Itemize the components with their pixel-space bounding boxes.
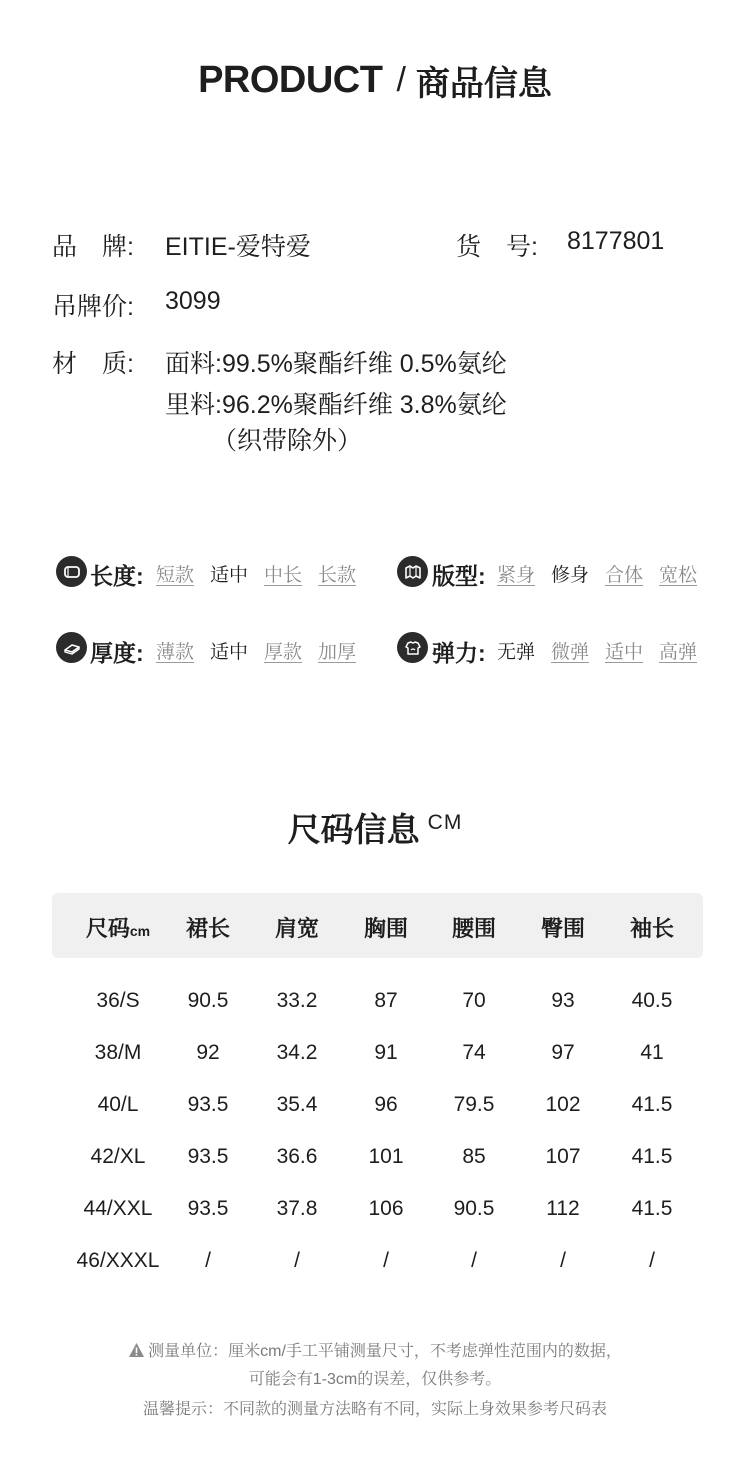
price-value: 3099	[165, 287, 221, 315]
cell-skirt-length: /	[205, 1249, 211, 1272]
measurement-note	[0, 1338, 750, 1363]
cell-size: 44/XXL	[83, 1197, 153, 1220]
header-shoulder: 肩宽	[274, 916, 319, 941]
cell-hip: 102	[545, 1093, 581, 1116]
cell-size: 42/XL	[90, 1145, 146, 1168]
elasticity-label: 弹力:	[432, 640, 486, 666]
size-title-text: 尺码信息	[287, 811, 420, 848]
size-section-title	[0, 804, 750, 851]
cell-bust: 91	[374, 1041, 398, 1064]
cell-waist: 70	[462, 989, 486, 1012]
cell-waist: 85	[462, 1145, 486, 1168]
cell-sleeve: 41.5	[631, 1093, 673, 1116]
title-separator: /	[396, 61, 406, 99]
cell-hip: 93	[551, 989, 575, 1012]
header-sleeve: 袖长	[629, 916, 674, 941]
cell-skirt-length: 92	[196, 1041, 220, 1064]
cell-skirt-length: 90.5	[187, 989, 229, 1012]
material-lining: 里料:96.2%聚酯纤维 3.8%氨纶	[165, 391, 507, 419]
thickness-label: 厚度:	[90, 640, 144, 666]
price-label: 吊牌价:	[52, 293, 134, 321]
fit-option-regular: 合体	[605, 565, 644, 586]
cell-size: 38/M	[94, 1041, 142, 1064]
length-option-medium: 适中	[210, 565, 249, 586]
thickness-option-thick: 厚款	[264, 642, 303, 663]
sku-value: 8177801	[567, 227, 665, 255]
cell-sleeve: /	[649, 1249, 655, 1272]
cell-sleeve: 40.5	[631, 989, 673, 1012]
cell-sleeve: 41.5	[631, 1145, 673, 1168]
sku-label: 货 号:	[456, 233, 538, 261]
cell-bust: 101	[368, 1145, 404, 1168]
cell-shoulder: 37.8	[276, 1197, 318, 1220]
fit-icon	[397, 556, 428, 587]
fit-label: 版型:	[432, 563, 486, 589]
cell-size: 40/L	[97, 1093, 139, 1116]
elasticity-icon	[397, 632, 428, 663]
cell-hip: 107	[545, 1145, 581, 1168]
material-outer: 面料:99.5%聚酯纤维 0.5%氨纶	[165, 350, 507, 378]
page-title	[0, 56, 750, 105]
thickness-options	[156, 637, 356, 664]
size-title-unit: CM	[427, 811, 463, 834]
elasticity-options	[497, 637, 697, 664]
cell-shoulder: 36.6	[276, 1145, 318, 1168]
tip-note: 温馨提示：不同款的测量方法略有不同，实际上身效果参考尺码表	[142, 1401, 607, 1418]
title-chinese: 商品信息	[415, 65, 552, 103]
fit-options	[497, 560, 697, 587]
length-option-long: 长款	[318, 565, 357, 586]
thickness-icon	[56, 632, 87, 663]
length-option-midlong: 中长	[264, 565, 303, 586]
header-size-label: 尺码	[85, 916, 130, 941]
cell-bust: 106	[368, 1197, 404, 1220]
cell-shoulder: 34.2	[276, 1041, 318, 1064]
cell-waist: 90.5	[453, 1197, 495, 1220]
cell-skirt-length: 93.5	[187, 1145, 229, 1168]
cell-hip: 112	[546, 1197, 580, 1220]
cell-waist: /	[471, 1249, 477, 1272]
cell-hip: 97	[551, 1041, 575, 1064]
measurement-note-line2: 可能会有1-3cm的误差，仅供参考。	[248, 1371, 502, 1388]
cell-bust: 87	[374, 989, 398, 1012]
fit-option-slim: 修身	[551, 565, 590, 586]
cell-size: 36/S	[96, 989, 140, 1012]
title-english: PRODUCT	[198, 59, 383, 101]
header-skirt-length: 裙长	[185, 916, 230, 941]
cell-waist: 74	[462, 1041, 486, 1064]
cell-bust: 96	[374, 1093, 398, 1116]
thickness-option-thin: 薄款	[156, 642, 195, 663]
header-bust: 胸围	[363, 916, 408, 941]
warning-icon	[128, 1342, 145, 1363]
elasticity-option-high: 高弹	[659, 642, 698, 663]
brand-label: 品 牌:	[52, 233, 134, 261]
header-waist: 腰围	[451, 916, 496, 941]
cell-shoulder: /	[294, 1249, 300, 1272]
length-label: 长度:	[90, 563, 144, 589]
elasticity-option-none: 无弹	[497, 642, 536, 663]
header-size	[68, 912, 168, 943]
length-option-short: 短款	[156, 565, 195, 586]
length-options	[156, 560, 356, 587]
cell-sleeve: 41	[640, 1041, 664, 1064]
cell-hip: /	[560, 1249, 566, 1272]
fit-option-tight: 紧身	[497, 565, 536, 586]
thickness-option-extra-thick: 加厚	[318, 642, 357, 663]
material-note: （织带除外）	[212, 427, 363, 455]
cell-size: 46/XXXL	[76, 1249, 160, 1272]
length-icon	[56, 556, 87, 587]
thickness-option-medium: 适中	[210, 642, 249, 663]
cell-bust: /	[383, 1249, 389, 1272]
header-hip: 臀围	[540, 916, 585, 941]
cell-skirt-length: 93.5	[187, 1093, 229, 1116]
elasticity-option-slight: 微弹	[551, 642, 590, 663]
measurement-note-line1: 测量单位：厘米cm/手工平铺测量尺寸，不考虑弹性范围内的数据，	[148, 1343, 622, 1360]
cell-shoulder: 35.4	[276, 1093, 318, 1116]
brand-value: EITIE-爱特爱	[165, 233, 311, 261]
header-size-unit: cm	[129, 923, 151, 939]
cell-sleeve: 41.5	[631, 1197, 673, 1220]
cell-shoulder: 33.2	[276, 989, 318, 1012]
cell-waist: 79.5	[453, 1093, 495, 1116]
elasticity-option-medium: 适中	[605, 642, 644, 663]
fit-option-loose: 宽松	[659, 565, 698, 586]
material-label: 材 质:	[52, 350, 134, 378]
cell-skirt-length: 93.5	[187, 1197, 229, 1220]
